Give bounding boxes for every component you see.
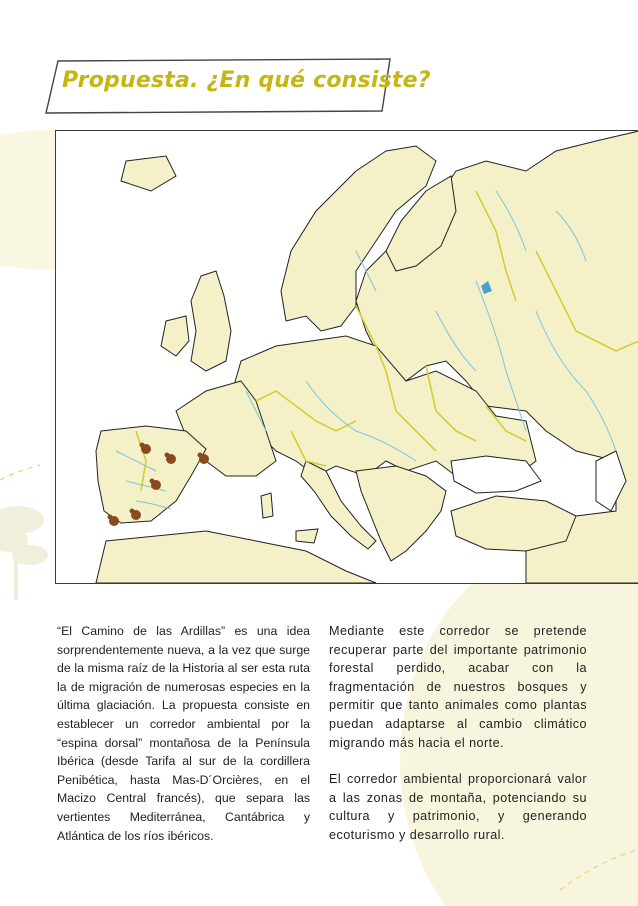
right-column (329, 622, 587, 863)
europe-map (55, 130, 638, 584)
tree-silhouette (0, 506, 48, 600)
right-paragraph-2: El corredor ambiental proporcionará valor a las zonas de montaña, potenciando su cultura y patrimonio, y generando ecoturismo y desarrollo rural. (329, 772, 587, 842)
left-paragraph: “El Camino de las Ardillas” es una idea sorprendentemente nueva, a la vez que surge de la misma raíz de la Historia al ser esta ruta la de migración de numerosas especies en la última glaciación. La propuesta consiste en establecer un corredor ambiental por la “espina dorsal” montañosa de la Península Ibérica (desde Tarifa al sur de la cordillera Penibética, hasta Mas-D´Orcières, en el Macizo Central francés), que separa las vertientes Mediterránea, Cantábrica y Atlántica de los ríos ibéricos. (57, 624, 310, 843)
left-column (57, 622, 310, 863)
right-paragraph-1: Mediante este corredor se pretende recuperar parte del importante patrimonio forestal perdido, acabar con la fragmentación de nuestros bosques y permitir que tanto animales como plantas puedan adaptarse al cambio climático migrando más hacia el norte. (329, 624, 587, 750)
page-title: Propuesta. ¿En qué consiste? (62, 68, 431, 93)
